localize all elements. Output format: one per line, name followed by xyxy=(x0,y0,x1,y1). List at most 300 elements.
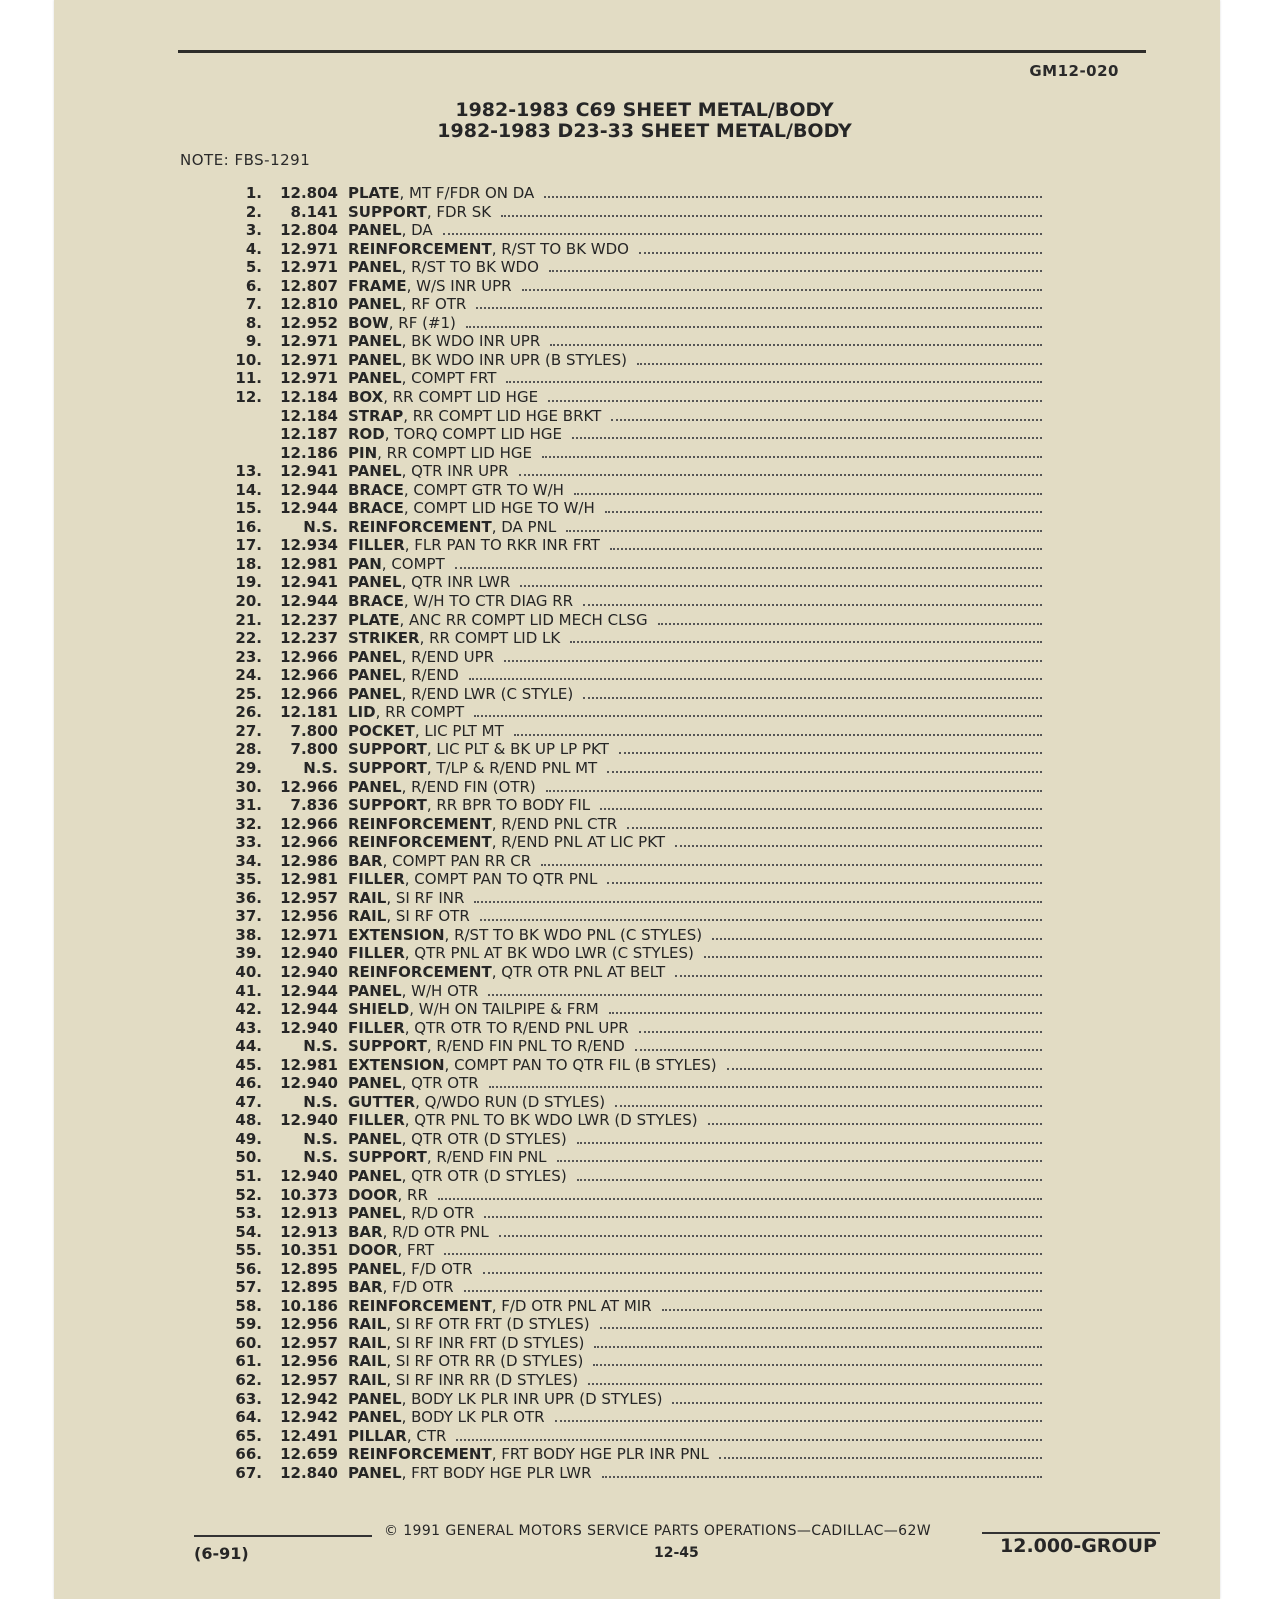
item-name: PLATE xyxy=(348,610,400,629)
list-item xyxy=(200,926,1050,945)
item-name: DOOR xyxy=(348,1185,398,1204)
item-name: PANEL xyxy=(348,981,402,1000)
item-reference: 12.895 xyxy=(280,1278,338,1297)
item-description: , QTR OTR (D STYLES) xyxy=(401,1129,567,1148)
dot-leader xyxy=(469,668,1042,680)
item-reference: 12.952 xyxy=(280,313,338,332)
item-number: 2. xyxy=(245,202,262,221)
list-item xyxy=(200,277,1050,296)
item-reference: 12.944 xyxy=(280,480,338,499)
list-item xyxy=(200,759,1050,778)
list-item xyxy=(200,184,1050,203)
item-number: 13. xyxy=(235,462,262,481)
item-description: , RR COMPT xyxy=(375,703,465,722)
item-reference: 12.940 xyxy=(280,1166,338,1185)
dot-leader xyxy=(583,594,1042,606)
dot-leader xyxy=(639,1021,1042,1033)
item-reference: N.S. xyxy=(303,1129,338,1148)
dot-leader xyxy=(704,946,1042,958)
item-reference: 12.186 xyxy=(280,443,338,462)
item-name: SUPPORT xyxy=(348,1148,427,1167)
dot-leader xyxy=(577,1169,1042,1181)
item-name: LID xyxy=(348,703,376,722)
item-name: PANEL xyxy=(348,1204,402,1223)
item-name: REINFORCEMENT xyxy=(348,814,492,833)
list-item xyxy=(200,1241,1050,1260)
dot-leader xyxy=(602,1466,1043,1478)
dot-leader xyxy=(499,1225,1042,1237)
list-item xyxy=(200,907,1050,926)
dot-leader xyxy=(522,279,1042,291)
list-item xyxy=(200,462,1050,481)
item-reference: 12.895 xyxy=(280,1259,338,1278)
dot-leader xyxy=(443,223,1042,235)
item-reference: 12.181 xyxy=(280,703,338,722)
item-name: EXTENSION xyxy=(348,925,445,944)
dot-leader xyxy=(615,1095,1042,1107)
item-description: , W/H TO CTR DIAG RR xyxy=(403,592,574,611)
item-reference: 12.971 xyxy=(280,350,338,369)
item-number: 40. xyxy=(235,962,262,981)
item-reference: N.S. xyxy=(303,758,338,777)
item-name: PANEL xyxy=(348,573,402,592)
item-reference: 12.940 xyxy=(280,1074,338,1093)
item-reference: 12.956 xyxy=(280,907,338,926)
title-line-2: 1982-1983 D23-33 SHEET METAL/BODY xyxy=(437,120,852,142)
item-description: , DA xyxy=(401,221,433,240)
top-rule xyxy=(178,50,1146,53)
item-name: REINFORCEMENT xyxy=(348,517,492,536)
item-reference: 10.351 xyxy=(280,1241,338,1260)
item-description: , LIC PLT MT xyxy=(414,721,504,740)
item-description: , R/END FIN (OTR) xyxy=(401,777,536,796)
list-item xyxy=(200,944,1050,963)
item-reference: 12.957 xyxy=(280,888,338,907)
item-number: 47. xyxy=(235,1092,262,1111)
item-description: , R/END FIN PNL xyxy=(426,1148,547,1167)
dot-leader xyxy=(600,798,1042,810)
item-name: PANEL xyxy=(348,221,402,240)
item-reference: 12.184 xyxy=(280,388,338,407)
item-name: SHIELD xyxy=(348,1000,410,1019)
item-name: EXTENSION xyxy=(348,1055,445,1074)
item-number: 14. xyxy=(235,480,262,499)
dot-leader xyxy=(574,483,1042,495)
item-number: 7. xyxy=(245,295,262,314)
list-item xyxy=(200,1464,1050,1483)
list-item xyxy=(200,740,1050,759)
item-description: , QTR OTR (D STYLES) xyxy=(401,1166,567,1185)
item-number: 17. xyxy=(235,536,262,555)
item-number: 52. xyxy=(235,1185,262,1204)
list-item xyxy=(200,314,1050,333)
item-number: 41. xyxy=(235,981,262,1000)
list-item xyxy=(200,499,1050,518)
dot-leader xyxy=(607,761,1042,773)
item-reference: 12.940 xyxy=(280,962,338,981)
item-reference: N.S. xyxy=(303,1092,338,1111)
item-reference: 12.940 xyxy=(280,1018,338,1037)
item-number: 56. xyxy=(235,1259,262,1278)
item-description: , FRT BODY HGE PLR LWR xyxy=(401,1463,592,1482)
list-item xyxy=(200,1019,1050,1038)
item-name: PANEL xyxy=(348,1408,402,1427)
item-description: , COMPT PAN RR CR xyxy=(382,851,532,870)
dot-leader xyxy=(444,1243,1042,1255)
list-item xyxy=(200,258,1050,277)
list-item xyxy=(200,648,1050,667)
item-description: , RR COMPT LID HGE BRKT xyxy=(403,406,602,425)
list-item xyxy=(200,1260,1050,1279)
item-name: SUPPORT xyxy=(348,1037,427,1056)
revision-date: (6-91) xyxy=(194,1544,249,1563)
list-item xyxy=(200,1352,1050,1371)
item-number: 10. xyxy=(235,350,262,369)
item-reference: 12.940 xyxy=(280,944,338,963)
item-description: , R/ST TO BK WDO xyxy=(401,258,539,277)
item-name: PANEL xyxy=(348,1074,402,1093)
item-name: PANEL xyxy=(348,1463,402,1482)
item-number: 21. xyxy=(235,610,262,629)
item-reference: 12.913 xyxy=(280,1222,338,1241)
dot-leader xyxy=(476,297,1042,309)
list-item xyxy=(200,444,1050,463)
list-item xyxy=(200,889,1050,908)
item-name: PANEL xyxy=(348,647,402,666)
dot-leader xyxy=(488,984,1042,996)
item-reference: 12.804 xyxy=(280,221,338,240)
item-reference: 12.944 xyxy=(280,592,338,611)
item-name: PIN xyxy=(348,443,378,462)
page-title xyxy=(0,100,1275,142)
dot-leader xyxy=(588,1373,1042,1385)
item-name: PANEL xyxy=(348,350,402,369)
item-description: , TORQ COMPT LID HGE xyxy=(384,425,562,444)
item-description: , COMPT xyxy=(381,554,445,573)
item-name: STRIKER xyxy=(348,629,420,648)
item-reference: 12.810 xyxy=(280,295,338,314)
item-name: REINFORCEMENT xyxy=(348,239,492,258)
item-description: , QTR INR LWR xyxy=(401,573,511,592)
item-number: 23. xyxy=(235,647,262,666)
item-reference: 7.800 xyxy=(290,740,338,759)
item-number: 20. xyxy=(235,592,262,611)
item-reference: 12.934 xyxy=(280,536,338,555)
list-item xyxy=(200,611,1050,630)
list-item xyxy=(200,629,1050,648)
item-reference: 12.944 xyxy=(280,1000,338,1019)
item-description: , F/D OTR xyxy=(401,1259,473,1278)
list-item xyxy=(200,870,1050,889)
item-reference: 12.966 xyxy=(280,833,338,852)
item-number: 28. xyxy=(235,740,262,759)
item-number: 24. xyxy=(235,666,262,685)
list-item xyxy=(200,573,1050,592)
list-item xyxy=(200,1000,1050,1019)
item-number: 51. xyxy=(235,1166,262,1185)
list-item xyxy=(200,351,1050,370)
item-reference: 12.941 xyxy=(280,573,338,592)
item-description: , FDR SK xyxy=(426,202,492,221)
item-number: 61. xyxy=(235,1352,262,1371)
item-name: RAIL xyxy=(348,907,387,926)
dot-leader xyxy=(544,186,1042,198)
item-name: RAIL xyxy=(348,1333,387,1352)
item-number: 59. xyxy=(235,1315,262,1334)
list-item xyxy=(200,425,1050,444)
item-reference: 12.913 xyxy=(280,1204,338,1223)
list-item xyxy=(200,852,1050,871)
item-description: , QTR OTR PNL AT BELT xyxy=(491,962,666,981)
item-number: 54. xyxy=(235,1222,262,1241)
item-name: PANEL xyxy=(348,1129,402,1148)
item-name: RAIL xyxy=(348,1315,387,1334)
item-number: 5. xyxy=(245,258,262,277)
list-item xyxy=(200,295,1050,314)
item-name: REINFORCEMENT xyxy=(348,833,492,852)
item-number: 22. xyxy=(235,629,262,648)
dot-leader xyxy=(466,316,1042,328)
dot-leader xyxy=(609,1002,1042,1014)
list-item xyxy=(200,1278,1050,1297)
list-item xyxy=(200,203,1050,222)
item-reference: 12.971 xyxy=(280,332,338,351)
list-item xyxy=(200,407,1050,426)
item-name: PANEL xyxy=(348,295,402,314)
dot-leader xyxy=(607,872,1042,884)
dot-leader xyxy=(438,1188,1042,1200)
item-number: 62. xyxy=(235,1371,262,1389)
dot-leader xyxy=(483,1262,1042,1274)
list-item xyxy=(200,778,1050,797)
item-description: , MT F/FDR ON DA xyxy=(399,184,535,202)
item-name: BOW xyxy=(348,313,389,332)
dot-leader xyxy=(566,520,1042,532)
item-name: BRACE xyxy=(348,499,404,518)
list-item xyxy=(200,518,1050,537)
item-name: REINFORCEMENT xyxy=(348,1296,492,1315)
item-name: BAR xyxy=(348,851,383,870)
item-name: REINFORCEMENT xyxy=(348,1445,492,1464)
dot-leader xyxy=(577,1132,1042,1144)
item-name: FILLER xyxy=(348,944,405,963)
list-item xyxy=(200,1445,1050,1464)
item-description: , RF (#1) xyxy=(388,313,456,332)
item-number: 49. xyxy=(235,1129,262,1148)
item-number: 45. xyxy=(235,1055,262,1074)
item-number: 58. xyxy=(235,1296,262,1315)
item-number: 43. xyxy=(235,1018,262,1037)
item-description: , SI RF INR RR (D STYLES) xyxy=(386,1371,579,1389)
note: NOTE: FBS-1291 xyxy=(180,151,311,169)
item-reference: N.S. xyxy=(303,1037,338,1056)
item-number: 9. xyxy=(245,332,262,351)
item-description: , SI RF OTR RR (D STYLES) xyxy=(386,1352,584,1371)
item-description: , QTR OTR xyxy=(401,1074,479,1093)
item-description: , CTR xyxy=(406,1426,447,1445)
item-number: 26. xyxy=(235,703,262,722)
dot-leader xyxy=(506,371,1042,383)
dot-leader xyxy=(583,687,1042,699)
item-description: , R/END PNL CTR xyxy=(491,814,618,833)
list-item xyxy=(200,1186,1050,1205)
dot-leader xyxy=(474,891,1042,903)
dot-leader xyxy=(727,1058,1042,1070)
dot-leader xyxy=(572,427,1042,439)
item-reference: 12.966 xyxy=(280,647,338,666)
item-reference: 12.966 xyxy=(280,684,338,703)
item-name: PILLAR xyxy=(348,1426,407,1445)
page-number: 12-45 xyxy=(654,1545,699,1561)
item-name: BRACE xyxy=(348,480,404,499)
group-label: 12.000-GROUP xyxy=(1000,1535,1157,1557)
item-description: , QTR PNL TO BK WDO LWR (D STYLES) xyxy=(404,1111,698,1130)
list-item xyxy=(200,1204,1050,1223)
title-line-1: 1982-1983 C69 SHEET METAL/BODY xyxy=(455,99,834,121)
item-reference: 12.944 xyxy=(280,499,338,518)
list-item xyxy=(200,815,1050,834)
list-item xyxy=(200,1056,1050,1075)
item-description: , F/D OTR xyxy=(382,1278,454,1297)
list-item xyxy=(200,963,1050,982)
dot-leader xyxy=(570,631,1042,643)
item-number: 32. xyxy=(235,814,262,833)
item-reference: 12.804 xyxy=(280,184,338,202)
parts-list xyxy=(200,184,1050,1482)
list-item xyxy=(200,1334,1050,1353)
item-number: 35. xyxy=(235,870,262,889)
item-number: 25. xyxy=(235,684,262,703)
item-reference: 12.981 xyxy=(280,1055,338,1074)
item-name: GUTTER xyxy=(348,1092,416,1111)
item-description: , R/ST TO BK WDO PNL (C STYLES) xyxy=(444,925,703,944)
item-name: PANEL xyxy=(348,1259,402,1278)
item-name: POCKET xyxy=(348,721,415,740)
item-reference: 12.944 xyxy=(280,981,338,1000)
dot-leader xyxy=(456,1429,1042,1441)
list-item xyxy=(200,388,1050,407)
item-name: FRAME xyxy=(348,276,407,295)
dot-leader xyxy=(501,205,1042,217)
item-name: PAN xyxy=(348,554,382,573)
dot-leader xyxy=(627,817,1042,829)
item-name: RAIL xyxy=(348,1371,387,1389)
list-item xyxy=(200,332,1050,351)
item-name: FILLER xyxy=(348,536,405,555)
dot-leader xyxy=(541,854,1042,866)
item-description: , W/S INR UPR xyxy=(406,276,512,295)
item-number: 15. xyxy=(235,499,262,518)
item-number: 33. xyxy=(235,833,262,852)
item-description: , FRT BODY HGE PLR INR PNL xyxy=(491,1445,709,1464)
item-name: FILLER xyxy=(348,1018,405,1037)
list-item xyxy=(200,369,1050,388)
list-item xyxy=(200,1223,1050,1242)
item-description: , W/H ON TAILPIPE & FRM xyxy=(409,1000,599,1019)
item-reference: 12.966 xyxy=(280,777,338,796)
item-reference: 12.971 xyxy=(280,239,338,258)
dot-leader xyxy=(514,724,1042,736)
list-item xyxy=(200,1130,1050,1149)
item-number: 37. xyxy=(235,907,262,926)
dot-leader xyxy=(610,538,1042,550)
item-reference: 10.373 xyxy=(280,1185,338,1204)
dot-leader xyxy=(605,501,1042,513)
item-name: BRACE xyxy=(348,592,404,611)
footer-left-rule xyxy=(194,1535,372,1537)
item-description: , SI RF OTR FRT (D STYLES) xyxy=(386,1315,590,1334)
item-name: PANEL xyxy=(348,684,402,703)
item-name: RAIL xyxy=(348,888,387,907)
item-number: 39. xyxy=(235,944,262,963)
dot-leader xyxy=(455,557,1042,569)
dot-leader xyxy=(542,446,1042,458)
item-number: 16. xyxy=(235,517,262,536)
item-reference: 12.966 xyxy=(280,666,338,685)
copyright: © 1991 GENERAL MOTORS SERVICE PARTS OPERATIONS—CADILLAC—62W xyxy=(384,1523,932,1539)
item-name: STRAP xyxy=(348,406,404,425)
item-description: , T/LP & R/END PNL MT xyxy=(426,758,598,777)
item-reference: 12.807 xyxy=(280,276,338,295)
dot-leader xyxy=(662,1299,1042,1311)
item-number: 48. xyxy=(235,1111,262,1130)
item-number: 3. xyxy=(245,221,262,240)
item-description: , RR BPR TO BODY FIL xyxy=(426,796,591,815)
list-item xyxy=(200,982,1050,1001)
item-description: , R/END UPR xyxy=(401,647,495,666)
dot-leader xyxy=(474,705,1042,717)
dot-leader xyxy=(635,1039,1042,1051)
item-description: , ANC RR COMPT LID MECH CLSG xyxy=(399,610,648,629)
item-reference: 12.940 xyxy=(280,1111,338,1130)
item-reference: 12.237 xyxy=(280,610,338,629)
item-reference: 12.981 xyxy=(280,870,338,889)
list-item xyxy=(200,722,1050,741)
item-name: PANEL xyxy=(348,258,402,277)
item-description: , R/D OTR xyxy=(401,1204,475,1223)
item-number: 57. xyxy=(235,1278,262,1297)
item-description: , COMPT FRT xyxy=(401,369,497,388)
item-name: PANEL xyxy=(348,369,402,388)
dot-leader xyxy=(519,464,1042,476)
dot-leader xyxy=(619,742,1042,754)
item-description: , R/END PNL AT LIC PKT xyxy=(491,833,666,852)
item-number: 1. xyxy=(245,184,262,202)
item-description: , COMPT PAN TO QTR PNL xyxy=(404,870,598,889)
item-description: , BODY LK PLR INR UPR (D STYLES) xyxy=(401,1389,663,1408)
item-description: , RR COMPT LID HGE xyxy=(383,388,539,407)
item-description: , BK WDO INR UPR xyxy=(401,332,541,351)
item-description: , QTR OTR TO R/END PNL UPR xyxy=(404,1018,629,1037)
list-item xyxy=(200,666,1050,685)
item-name: PANEL xyxy=(348,666,402,685)
dot-leader xyxy=(489,1076,1042,1088)
list-item xyxy=(200,703,1050,722)
item-description: , COMPT PAN TO QTR FIL (B STYLES) xyxy=(444,1055,717,1074)
dot-leader xyxy=(549,260,1042,272)
item-reference: 12.957 xyxy=(280,1333,338,1352)
list-item xyxy=(200,1074,1050,1093)
item-name: PANEL xyxy=(348,332,402,351)
list-item xyxy=(200,1167,1050,1186)
item-number: 63. xyxy=(235,1389,262,1408)
item-number: 36. xyxy=(235,888,262,907)
item-reference: 12.957 xyxy=(280,1371,338,1389)
dot-leader xyxy=(600,1317,1042,1329)
item-number: 38. xyxy=(235,925,262,944)
list-item xyxy=(200,240,1050,259)
list-item xyxy=(200,1408,1050,1427)
